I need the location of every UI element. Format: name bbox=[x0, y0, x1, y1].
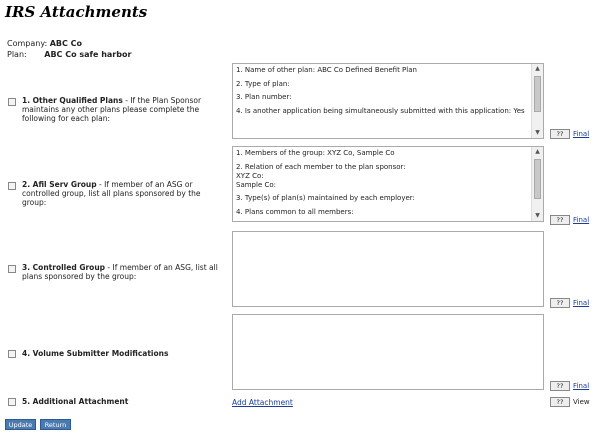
section-4-checkbox[interactable] bbox=[8, 350, 16, 358]
section-1-line-3: 3. Plan number: bbox=[236, 93, 292, 101]
section-5-help-button[interactable]: ?? bbox=[550, 397, 570, 407]
section-5-title: 5. Additional Attachment bbox=[22, 397, 129, 406]
section-3-title: 3. Controlled Group bbox=[22, 263, 106, 272]
section-1-help-button[interactable]: ?? bbox=[550, 129, 570, 139]
section-1-line-1: 1. Name of other plan: ABC Co Defined Benefit Plan bbox=[236, 66, 417, 74]
section-4-textarea[interactable] bbox=[232, 314, 544, 390]
scroll-up-icon[interactable]: ▲ bbox=[535, 148, 540, 155]
company-info bbox=[7, 39, 82, 48]
section-5-description bbox=[22, 397, 227, 406]
section-5-checkbox[interactable] bbox=[8, 398, 16, 406]
section-2-checkbox[interactable] bbox=[8, 182, 16, 190]
section-2-scrollbar[interactable] bbox=[531, 147, 543, 221]
section-3-final-link[interactable]: Final bbox=[573, 299, 590, 307]
section-4-description bbox=[22, 349, 227, 358]
section-2-line-2c: Sample Co: bbox=[236, 180, 277, 189]
company-value: ABC Co bbox=[49, 39, 83, 48]
scroll-down-icon[interactable]: ▼ bbox=[535, 129, 540, 136]
section-2-final-link[interactable]: Final bbox=[573, 216, 590, 224]
section-2-help-button[interactable]: ?? bbox=[550, 215, 570, 225]
section-1-line-2: 2. Type of plan: bbox=[236, 79, 290, 88]
section-3-checkbox[interactable] bbox=[8, 265, 16, 273]
scroll-up-icon[interactable]: ▲ bbox=[535, 65, 540, 72]
section-2-description bbox=[22, 180, 227, 207]
section-3-text: - If member of an ASG, list all plans sponsored by the group: bbox=[22, 263, 218, 281]
plan-label: Plan: bbox=[7, 50, 27, 59]
section-1-text: - If the Plan Sponsor maintains any other plans please complete the following for each plan: bbox=[22, 96, 202, 123]
section-2-line-3: 3. Type(s) of plan(s) maintained by each employer: bbox=[236, 194, 415, 202]
section-2-line-2b: XYZ Co: bbox=[236, 171, 264, 180]
plan-info bbox=[7, 50, 131, 59]
company-label: Company: bbox=[7, 39, 48, 48]
section-2-line-4: 4. Plans common to all members: bbox=[236, 207, 354, 216]
section-3-textarea[interactable] bbox=[232, 231, 544, 307]
section-1-description bbox=[22, 96, 227, 123]
update-button[interactable]: Update bbox=[5, 419, 36, 430]
return-button[interactable]: Return bbox=[40, 419, 71, 430]
section-2-textarea[interactable] bbox=[232, 146, 544, 222]
section-1-title: 1. Other Qualified Plans bbox=[22, 96, 123, 105]
section-1-checkbox[interactable] bbox=[8, 98, 16, 106]
page-title: IRS Attachments bbox=[5, 3, 148, 21]
section-1-line-4: 4. Is another application being simultaneously submitted with this application: Yes bbox=[236, 106, 525, 115]
section-1-textarea[interactable] bbox=[232, 63, 544, 139]
section-4-help-button[interactable]: ?? bbox=[550, 381, 570, 391]
section-4-title: 4. Volume Submitter Modifications bbox=[22, 349, 169, 358]
section-1-scrollbar[interactable] bbox=[531, 64, 543, 138]
scroll-thumb[interactable] bbox=[534, 159, 541, 199]
section-2-line-2: 2. Relation of each member to the plan sponsor: bbox=[236, 162, 406, 171]
section-2-text: - If member of an ASG or controlled group, list all plans sponsored by the group: bbox=[22, 180, 201, 207]
section-5-view-label: View bbox=[573, 398, 590, 406]
section-2-title: 2. Afil Serv Group bbox=[22, 180, 97, 189]
scroll-thumb[interactable] bbox=[534, 76, 541, 112]
section-3-help-button[interactable]: ?? bbox=[550, 298, 570, 308]
section-1-final-link[interactable]: Final bbox=[573, 130, 590, 138]
section-2-line-1: 1. Members of the group: XYZ Co, Sample Co bbox=[236, 149, 395, 157]
section-4-final-link[interactable]: Final bbox=[573, 382, 590, 390]
plan-value: ABC Co safe harbor bbox=[44, 50, 132, 59]
section-3-description bbox=[22, 263, 227, 281]
scroll-down-icon[interactable]: ▼ bbox=[535, 212, 540, 219]
add-attachment-link[interactable]: Add Attachment bbox=[232, 398, 293, 407]
